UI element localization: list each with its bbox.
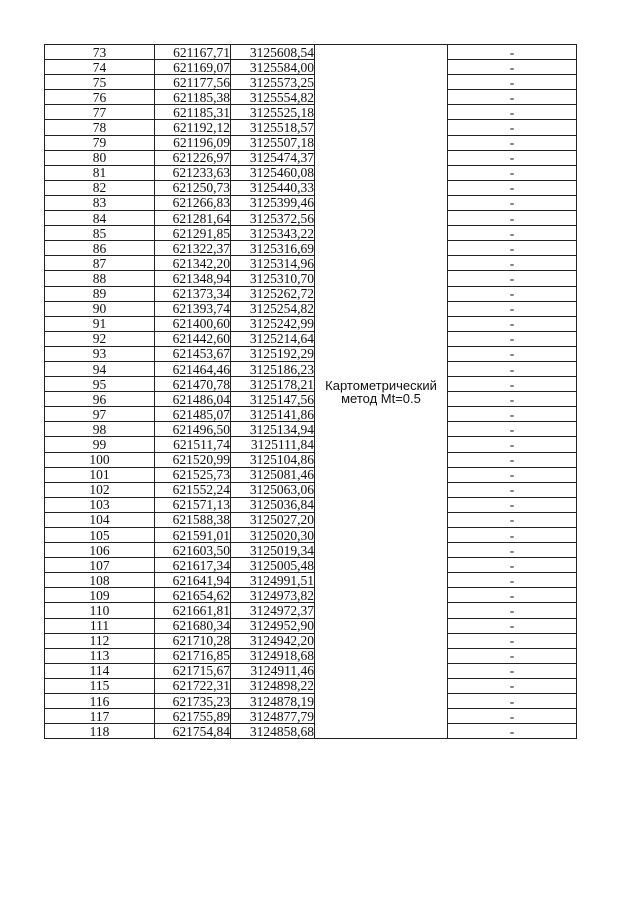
method-label-line2: метод Mt=0.5 — [341, 390, 421, 406]
y-coordinate-cell: 3125440,33 — [231, 180, 315, 195]
note-cell: - — [448, 60, 577, 75]
y-coordinate-cell: 3125063,06 — [231, 482, 315, 497]
table-row — [45, 75, 577, 90]
x-coordinate-cell: 621226,97 — [155, 150, 231, 165]
point-number-cell: 100 — [45, 452, 155, 467]
note-cell: - — [448, 724, 577, 739]
point-number-cell: 78 — [45, 120, 155, 135]
point-number-cell: 103 — [45, 497, 155, 512]
point-number-cell: 97 — [45, 407, 155, 422]
table-row — [45, 543, 577, 558]
x-coordinate-cell: 621177,56 — [155, 75, 231, 90]
note-cell: - — [448, 437, 577, 452]
table-row — [45, 482, 577, 497]
point-number-cell: 83 — [45, 195, 155, 210]
x-coordinate-cell: 621322,37 — [155, 241, 231, 256]
x-coordinate-cell: 621453,67 — [155, 346, 231, 361]
table-row — [45, 633, 577, 648]
point-number-cell: 104 — [45, 512, 155, 527]
table-row — [45, 45, 577, 60]
table-row — [45, 422, 577, 437]
x-coordinate-cell: 621470,78 — [155, 377, 231, 392]
x-coordinate-cell: 621196,09 — [155, 135, 231, 150]
point-number-cell: 82 — [45, 180, 155, 195]
note-cell: - — [448, 90, 577, 105]
point-number-cell: 91 — [45, 316, 155, 331]
table-row — [45, 256, 577, 271]
x-coordinate-cell: 621715,67 — [155, 663, 231, 678]
y-coordinate-cell: 3125036,84 — [231, 497, 315, 512]
coordinates-table-body — [45, 45, 577, 739]
table-row — [45, 377, 577, 392]
note-cell: - — [448, 286, 577, 301]
note-cell: - — [448, 633, 577, 648]
document-page — [44, 44, 577, 739]
point-number-cell: 77 — [45, 105, 155, 120]
y-coordinate-cell: 3125141,86 — [231, 407, 315, 422]
point-number-cell: 87 — [45, 256, 155, 271]
y-coordinate-cell: 3125020,30 — [231, 528, 315, 543]
x-coordinate-cell: 621291,85 — [155, 226, 231, 241]
y-coordinate-cell: 3125262,72 — [231, 286, 315, 301]
table-row — [45, 497, 577, 512]
y-coordinate-cell: 3125242,99 — [231, 316, 315, 331]
note-cell: - — [448, 226, 577, 241]
point-number-cell: 80 — [45, 150, 155, 165]
y-coordinate-cell: 3125343,22 — [231, 226, 315, 241]
table-row — [45, 618, 577, 633]
x-coordinate-cell: 621266,83 — [155, 195, 231, 210]
note-cell: - — [448, 558, 577, 573]
y-coordinate-cell: 3125507,18 — [231, 135, 315, 150]
note-cell: - — [448, 694, 577, 709]
table-row — [45, 678, 577, 693]
note-cell: - — [448, 497, 577, 512]
point-number-cell: 74 — [45, 60, 155, 75]
table-row — [45, 512, 577, 527]
table-row — [45, 165, 577, 180]
y-coordinate-cell: 3125314,96 — [231, 256, 315, 271]
y-coordinate-cell: 3125178,21 — [231, 377, 315, 392]
table-row — [45, 226, 577, 241]
point-number-cell: 112 — [45, 633, 155, 648]
note-cell: - — [448, 165, 577, 180]
method-label-line1: Картометрический — [325, 377, 437, 393]
x-coordinate-cell: 621373,34 — [155, 286, 231, 301]
table-row — [45, 90, 577, 105]
x-coordinate-cell: 621185,31 — [155, 105, 231, 120]
table-row — [45, 588, 577, 603]
x-coordinate-cell: 621342,20 — [155, 256, 231, 271]
note-cell: - — [448, 331, 577, 346]
y-coordinate-cell: 3125254,82 — [231, 301, 315, 316]
note-cell: - — [448, 573, 577, 588]
table-row — [45, 603, 577, 618]
x-coordinate-cell: 621552,24 — [155, 482, 231, 497]
point-number-cell: 106 — [45, 543, 155, 558]
table-row — [45, 331, 577, 346]
note-cell: - — [448, 392, 577, 407]
table-row — [45, 437, 577, 452]
x-coordinate-cell: 621233,63 — [155, 165, 231, 180]
table-row — [45, 316, 577, 331]
x-coordinate-cell: 621754,84 — [155, 724, 231, 739]
y-coordinate-cell: 3125186,23 — [231, 361, 315, 376]
y-coordinate-cell: 3125134,94 — [231, 422, 315, 437]
x-coordinate-cell: 621735,23 — [155, 694, 231, 709]
note-cell: - — [448, 422, 577, 437]
y-coordinate-cell: 3124973,82 — [231, 588, 315, 603]
y-coordinate-cell: 3125019,34 — [231, 543, 315, 558]
point-number-cell: 107 — [45, 558, 155, 573]
table-row — [45, 195, 577, 210]
note-cell: - — [448, 75, 577, 90]
y-coordinate-cell: 3125081,46 — [231, 467, 315, 482]
point-number-cell: 99 — [45, 437, 155, 452]
y-coordinate-cell: 3125474,37 — [231, 150, 315, 165]
y-coordinate-cell: 3124918,68 — [231, 648, 315, 663]
y-coordinate-cell: 3125147,56 — [231, 392, 315, 407]
table-row — [45, 286, 577, 301]
table-row — [45, 709, 577, 724]
point-number-cell: 88 — [45, 271, 155, 286]
x-coordinate-cell: 621654,62 — [155, 588, 231, 603]
x-coordinate-cell: 621192,12 — [155, 120, 231, 135]
note-cell: - — [448, 361, 577, 376]
method-cell — [315, 45, 448, 739]
x-coordinate-cell: 621520,99 — [155, 452, 231, 467]
note-cell: - — [448, 648, 577, 663]
point-number-cell: 117 — [45, 709, 155, 724]
point-number-cell: 85 — [45, 226, 155, 241]
x-coordinate-cell: 621511,74 — [155, 437, 231, 452]
y-coordinate-cell: 3125399,46 — [231, 195, 315, 210]
note-cell: - — [448, 467, 577, 482]
x-coordinate-cell: 621680,34 — [155, 618, 231, 633]
x-coordinate-cell: 621185,38 — [155, 90, 231, 105]
note-cell: - — [448, 512, 577, 527]
x-coordinate-cell: 621603,50 — [155, 543, 231, 558]
note-cell: - — [448, 271, 577, 286]
point-number-cell: 98 — [45, 422, 155, 437]
point-number-cell: 101 — [45, 467, 155, 482]
x-coordinate-cell: 621486,04 — [155, 392, 231, 407]
note-cell: - — [448, 346, 577, 361]
table-row — [45, 663, 577, 678]
table-row — [45, 648, 577, 663]
point-number-cell: 90 — [45, 301, 155, 316]
note-cell: - — [448, 150, 577, 165]
x-coordinate-cell: 621588,38 — [155, 512, 231, 527]
note-cell: - — [448, 452, 577, 467]
table-row — [45, 724, 577, 739]
note-cell: - — [448, 120, 577, 135]
y-coordinate-cell: 3125554,82 — [231, 90, 315, 105]
point-number-cell: 114 — [45, 663, 155, 678]
y-coordinate-cell: 3125460,08 — [231, 165, 315, 180]
x-coordinate-cell: 621617,34 — [155, 558, 231, 573]
note-cell: - — [448, 618, 577, 633]
x-coordinate-cell: 621661,81 — [155, 603, 231, 618]
note-cell: - — [448, 543, 577, 558]
y-coordinate-cell: 3124952,90 — [231, 618, 315, 633]
note-cell: - — [448, 316, 577, 331]
y-coordinate-cell: 3125111,84 — [231, 437, 315, 452]
y-coordinate-cell: 3125192,29 — [231, 346, 315, 361]
note-cell: - — [448, 678, 577, 693]
y-coordinate-cell: 3125525,18 — [231, 105, 315, 120]
table-row — [45, 361, 577, 376]
y-coordinate-cell: 3125584,00 — [231, 60, 315, 75]
x-coordinate-cell: 621710,28 — [155, 633, 231, 648]
y-coordinate-cell: 3124972,37 — [231, 603, 315, 618]
point-number-cell: 118 — [45, 724, 155, 739]
note-cell: - — [448, 482, 577, 497]
x-coordinate-cell: 621485,07 — [155, 407, 231, 422]
y-coordinate-cell: 3125027,20 — [231, 512, 315, 527]
note-cell: - — [448, 377, 577, 392]
point-number-cell: 84 — [45, 211, 155, 226]
x-coordinate-cell: 621464,46 — [155, 361, 231, 376]
x-coordinate-cell: 621496,50 — [155, 422, 231, 437]
y-coordinate-cell: 3124911,46 — [231, 663, 315, 678]
note-cell: - — [448, 241, 577, 256]
point-number-cell: 115 — [45, 678, 155, 693]
x-coordinate-cell: 621393,74 — [155, 301, 231, 316]
note-cell: - — [448, 603, 577, 618]
point-number-cell: 113 — [45, 648, 155, 663]
point-number-cell: 111 — [45, 618, 155, 633]
y-coordinate-cell: 3125573,25 — [231, 75, 315, 90]
note-cell: - — [448, 588, 577, 603]
x-coordinate-cell: 621400,60 — [155, 316, 231, 331]
note-cell: - — [448, 135, 577, 150]
point-number-cell: 73 — [45, 45, 155, 60]
table-row — [45, 392, 577, 407]
x-coordinate-cell: 621641,94 — [155, 573, 231, 588]
table-row — [45, 573, 577, 588]
table-row — [45, 407, 577, 422]
table-row — [45, 135, 577, 150]
table-row — [45, 694, 577, 709]
y-coordinate-cell: 3124991,51 — [231, 573, 315, 588]
x-coordinate-cell: 621167,71 — [155, 45, 231, 60]
y-coordinate-cell: 3125104,86 — [231, 452, 315, 467]
y-coordinate-cell: 3125316,69 — [231, 241, 315, 256]
table-row — [45, 60, 577, 75]
point-number-cell: 105 — [45, 528, 155, 543]
point-number-cell: 109 — [45, 588, 155, 603]
table-row — [45, 452, 577, 467]
x-coordinate-cell: 621525,73 — [155, 467, 231, 482]
point-number-cell: 76 — [45, 90, 155, 105]
table-row — [45, 150, 577, 165]
point-number-cell: 95 — [45, 377, 155, 392]
y-coordinate-cell: 3125310,70 — [231, 271, 315, 286]
x-coordinate-cell: 621755,89 — [155, 709, 231, 724]
point-number-cell: 110 — [45, 603, 155, 618]
note-cell: - — [448, 528, 577, 543]
x-coordinate-cell: 621716,85 — [155, 648, 231, 663]
point-number-cell: 94 — [45, 361, 155, 376]
x-coordinate-cell: 621591,01 — [155, 528, 231, 543]
coordinates-table — [44, 44, 577, 739]
x-coordinate-cell: 621442,60 — [155, 331, 231, 346]
table-row — [45, 241, 577, 256]
x-coordinate-cell: 621348,94 — [155, 271, 231, 286]
point-number-cell: 116 — [45, 694, 155, 709]
y-coordinate-cell: 3125518,57 — [231, 120, 315, 135]
table-row — [45, 211, 577, 226]
note-cell: - — [448, 663, 577, 678]
y-coordinate-cell: 3125214,64 — [231, 331, 315, 346]
point-number-cell: 96 — [45, 392, 155, 407]
note-cell: - — [448, 301, 577, 316]
note-cell: - — [448, 211, 577, 226]
point-number-cell: 92 — [45, 331, 155, 346]
y-coordinate-cell: 3124898,22 — [231, 678, 315, 693]
table-row — [45, 120, 577, 135]
table-row — [45, 346, 577, 361]
y-coordinate-cell: 3125608,54 — [231, 45, 315, 60]
table-row — [45, 558, 577, 573]
point-number-cell: 102 — [45, 482, 155, 497]
point-number-cell: 86 — [45, 241, 155, 256]
point-number-cell: 89 — [45, 286, 155, 301]
note-cell: - — [448, 180, 577, 195]
point-number-cell: 93 — [45, 346, 155, 361]
point-number-cell: 108 — [45, 573, 155, 588]
table-row — [45, 467, 577, 482]
y-coordinate-cell: 3124877,79 — [231, 709, 315, 724]
note-cell: - — [448, 709, 577, 724]
table-row — [45, 528, 577, 543]
y-coordinate-cell: 3124858,68 — [231, 724, 315, 739]
note-cell: - — [448, 195, 577, 210]
x-coordinate-cell: 621281,64 — [155, 211, 231, 226]
x-coordinate-cell: 621250,73 — [155, 180, 231, 195]
table-row — [45, 180, 577, 195]
x-coordinate-cell: 621722,31 — [155, 678, 231, 693]
table-row — [45, 301, 577, 316]
point-number-cell: 79 — [45, 135, 155, 150]
note-cell: - — [448, 256, 577, 271]
table-row — [45, 105, 577, 120]
table-row — [45, 271, 577, 286]
x-coordinate-cell: 621571,13 — [155, 497, 231, 512]
y-coordinate-cell: 3124878,19 — [231, 694, 315, 709]
note-cell: - — [448, 45, 577, 60]
note-cell: - — [448, 105, 577, 120]
y-coordinate-cell: 3125372,56 — [231, 211, 315, 226]
x-coordinate-cell: 621169,07 — [155, 60, 231, 75]
point-number-cell: 81 — [45, 165, 155, 180]
y-coordinate-cell: 3125005,48 — [231, 558, 315, 573]
note-cell: - — [448, 407, 577, 422]
y-coordinate-cell: 3124942,20 — [231, 633, 315, 648]
point-number-cell: 75 — [45, 75, 155, 90]
